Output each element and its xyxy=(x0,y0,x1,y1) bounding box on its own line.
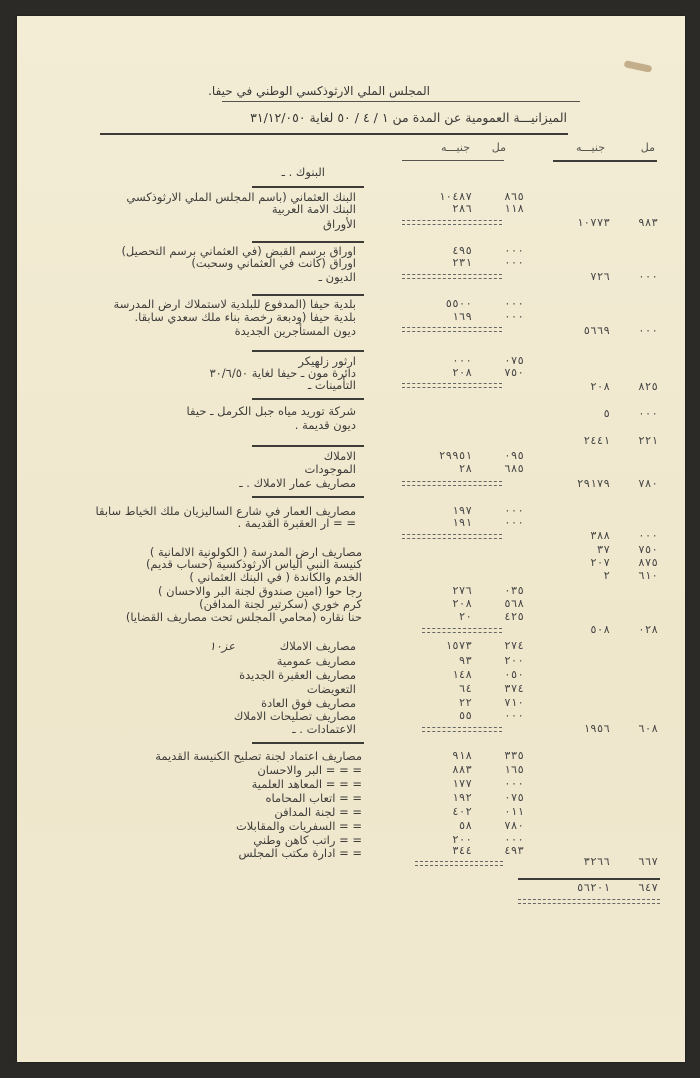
section-rule xyxy=(252,186,364,188)
line-label: = = ادارة مكتب المجلس xyxy=(238,846,362,860)
line-pounds: ١٩٧ xyxy=(452,504,472,517)
section-rule xyxy=(252,241,364,243)
line-mils: ٢٧٤ xyxy=(504,639,524,652)
line-mils: ٠٠٠ xyxy=(504,504,524,517)
outer-pound-header: جنيـــه xyxy=(575,141,605,154)
total-mils: ٠٠٠ xyxy=(638,324,658,337)
line-label: الاملاك xyxy=(323,449,356,463)
line-mils: ٠٠٠ xyxy=(504,516,524,529)
total-mils: ٦٠٨ xyxy=(638,722,658,735)
section-rule xyxy=(252,294,364,296)
section-heading: الأوراق xyxy=(323,217,356,231)
subtotal-rule xyxy=(422,628,502,633)
line-mils: ٧٥٠ xyxy=(504,366,524,379)
document-subtitle: الميزانيـــة العمومية عن المدة من ١ / ٤ / ٥٠ لغاية ٣١/١٢/٠٥٠ xyxy=(250,110,567,125)
line-label: مصاريف الاملاك xyxy=(279,639,356,653)
total-mils: ٠٠٠ xyxy=(638,270,658,283)
direct-mils: ٧٥٠ xyxy=(638,543,658,556)
total-pounds: ٢٩١٧٩ xyxy=(576,477,610,490)
line-label: = = السفريات والمقابلات xyxy=(235,819,362,833)
line-mils: ٠٥٠ xyxy=(504,668,524,681)
line-pounds: ٩٣ xyxy=(458,654,472,667)
total-mils: ٠٢٨ xyxy=(638,623,658,636)
direct-mils: ٨٧٥ xyxy=(638,556,658,569)
line-mils: ٠٠٠ xyxy=(504,709,524,722)
total-pounds: ٥٦٦٩ xyxy=(583,324,610,337)
line-mils: ٠٠٠ xyxy=(504,297,524,310)
line-pounds: ٤٠٢ xyxy=(452,805,472,818)
line-label: مصاريف اعتماد لجنة تصليح الكنيسة القديمة xyxy=(155,749,362,763)
document-title: المجلس الملي الارثوذكسي الوطني في حيفا. xyxy=(208,84,430,98)
line-label: بلدية حيفا (المدفوع للبلدية لاستملاك ارض المدرسة xyxy=(113,297,356,311)
line-pounds: ٢٨٦ xyxy=(452,202,472,215)
line-label: = = راتب كاهن وطني xyxy=(253,833,362,847)
line-pounds: ٢٠ xyxy=(458,610,472,623)
direct-pounds: ٢ xyxy=(603,569,610,582)
subtotal-rule xyxy=(402,534,502,539)
subtotal-rule xyxy=(402,274,502,279)
total-pounds: ٥٠٨ xyxy=(590,623,610,636)
grand-total-mils: ٦٤٧ xyxy=(638,881,658,894)
line-label: = = اتعاب المحاماه xyxy=(265,791,362,805)
section-heading: مصاريف عمار الاملاك . ـ xyxy=(239,476,356,490)
total-pounds: ٢٠٨ xyxy=(590,380,610,393)
line-label: الخدم والكاندة ( في البنك العثماني ) xyxy=(189,570,362,584)
total-mils: ٦٦٧ xyxy=(638,855,658,868)
line-mils: ٠٣٥ xyxy=(504,584,524,597)
subtotal-rule xyxy=(402,383,502,388)
line-mils: ٤٢٥ xyxy=(504,610,524,623)
subtitle-underline xyxy=(100,133,568,135)
line-mils: ٠٠٠ xyxy=(504,244,524,257)
line-label: البنك العثماني (باسم المجلس الملي الارثوذكسي xyxy=(126,190,356,204)
line-label: = = لجنة المدافن xyxy=(274,805,362,819)
line-mils: ٤٩٣ xyxy=(504,844,524,857)
line-pounds: ٢٧٦ xyxy=(452,584,472,597)
line-pounds: ٥٨ xyxy=(458,819,472,832)
line-mils: ٦٨٥ xyxy=(504,462,524,475)
paper-stain xyxy=(624,60,653,73)
grand-total-pounds: ٥٦٢٠١ xyxy=(576,881,610,894)
total-pounds: ٣٢٦٦ xyxy=(583,855,610,868)
section-heading: ديون المستأجرين الجديدة xyxy=(234,324,356,338)
line-mils: ٣٣٥ xyxy=(504,749,524,762)
line-pounds: ٦٤ xyxy=(458,682,472,695)
line-mils: ٥٦٨ xyxy=(504,597,524,610)
section-rule xyxy=(252,445,364,447)
line-label: شركة توريد مياه جبل الكرمل ـ حيفا xyxy=(186,404,356,418)
section-heading: البنوك . ـ xyxy=(281,165,325,179)
total-mils: ٠٠٠ xyxy=(638,529,658,542)
line-mils: ٣٧٤ xyxy=(504,682,524,695)
line-label: ارثور زلهيكر xyxy=(298,354,356,368)
direct-mils: ٦١٠ xyxy=(638,569,658,582)
subtotal-rule xyxy=(402,327,502,332)
total-mils: ٧٨٠ xyxy=(638,477,658,490)
line-label: الموجودات xyxy=(304,462,356,476)
line-pounds: ٥٥ xyxy=(458,709,472,722)
total-mils: ٨٢٥ xyxy=(638,380,658,393)
line-pounds: ٠٠٠ xyxy=(452,354,472,367)
outer-millim-header: مل xyxy=(640,141,655,154)
subtotal-rule xyxy=(402,220,502,225)
line-pounds: ٩١٨ xyxy=(452,749,472,762)
line-pounds: ٢٨ xyxy=(458,462,472,475)
line-mils: ٠٠٠ xyxy=(504,833,524,846)
line-label: بلدية حيفا (ودبعة رخصة بناء ملك سعدي سابقا. xyxy=(134,310,356,324)
total-pounds: ٥ xyxy=(603,407,610,420)
line-pounds: ٢٢ xyxy=(458,696,472,709)
section-heading: الديون ـ xyxy=(318,270,356,284)
line-label: مصاريف تصليحات الاملاك xyxy=(233,709,356,723)
line-pounds: ٢٣١ xyxy=(452,256,472,269)
line-label: اوراق (كانت في العثماني وسحبت) xyxy=(191,256,356,270)
line-label: رجا حوا (امين صندوق لجنة البر والاحسان ) xyxy=(157,584,362,598)
line-mils: ١١٨ xyxy=(504,202,524,215)
line-pounds: ١٥٧٣ xyxy=(445,639,472,652)
subtotal-rule xyxy=(415,861,503,866)
line-pounds: ٢٠٨ xyxy=(452,366,472,379)
line-mils: ١٦٥ xyxy=(504,763,524,776)
total-pounds: ٣٨٨ xyxy=(590,529,610,542)
line-label: مصاريف فوق العادة xyxy=(261,696,356,710)
section-rule xyxy=(252,496,364,498)
line-label: = = = المعاهد العلمية xyxy=(251,777,362,791)
line-label: كرم خوري (سكرتير لجنة المدافن) xyxy=(199,597,362,611)
line-pounds: ١٤٨ xyxy=(452,668,472,681)
total-pounds: ٢٤٤١ xyxy=(583,434,610,447)
grand-total-rule xyxy=(518,878,660,880)
line-label: حنا نقاره (محامي المجلس تحت مصاريف القضايا) xyxy=(125,610,362,624)
inner-header-rule xyxy=(402,160,504,161)
line-label: = = ار العقبرة القديمة . xyxy=(237,516,356,530)
line-mils: ٧١٠ xyxy=(504,696,524,709)
handwritten-note: عز١٠ xyxy=(209,639,235,653)
subtotal-rule xyxy=(422,727,502,732)
line-mils: ٠٧٥ xyxy=(504,791,524,804)
line-pounds: ١٩٢ xyxy=(452,791,472,804)
subtotal-rule xyxy=(402,481,502,486)
line-label: مصاريف العقبرة الجديدة xyxy=(239,668,356,682)
direct-pounds: ٣٧ xyxy=(596,543,610,556)
line-pounds: ٨٨٣ xyxy=(452,763,472,776)
outer-header-rule xyxy=(553,160,657,162)
line-pounds: ٣٤٤ xyxy=(452,844,472,857)
total-pounds: ١٩٥٦ xyxy=(583,722,610,735)
line-label: كنيسة النبي الياس الارثوذكسية (حساب قديم) xyxy=(145,557,362,571)
line-mils: ٠٧٥ xyxy=(504,354,524,367)
total-mils: ٩٨٣ xyxy=(638,216,658,229)
line-mils: ٠٠٠ xyxy=(504,777,524,790)
line-label: البنك الامة العربية xyxy=(271,202,356,216)
line-mils: ٠٩٥ xyxy=(504,449,524,462)
line-pounds: ١٩١ xyxy=(452,516,472,529)
inner-pound-header: جنيـــه xyxy=(440,141,470,154)
line-label: اوراق برسم القبض (في العثماني برسم التحصيل) xyxy=(121,244,356,258)
title-underline xyxy=(222,101,580,102)
total-pounds: ١٠٧٧٣ xyxy=(576,216,610,229)
section-rule xyxy=(252,350,364,352)
section-rule xyxy=(252,398,364,400)
inner-millim-header: مل xyxy=(491,141,506,154)
line-mils: ٢٠٠ xyxy=(504,654,524,667)
line-mils: ٠٠٠ xyxy=(504,310,524,323)
total-pounds: ٧٢٦ xyxy=(590,270,610,283)
section-rule xyxy=(252,742,364,744)
line-label: = = = البر والاحسان xyxy=(257,763,362,777)
line-label: دائرة مون ـ حيفا لغاية ٣٠/٦/٥٠ xyxy=(209,366,356,380)
line-mils: ٧٨٠ xyxy=(504,819,524,832)
line-pounds: ٤٩٥ xyxy=(452,244,472,257)
line-label: مصاريف ارض المدرسة ( الكولونية الالمانية ) xyxy=(149,545,362,559)
line-pounds: ٢٠٨ xyxy=(452,597,472,610)
grand-total-double-rule xyxy=(518,899,660,904)
section-heading: الاعتمادات . ـ xyxy=(292,722,356,736)
line-mils: ٨٦٥ xyxy=(504,190,524,203)
line-mils: ٠٠٠ xyxy=(504,256,524,269)
line-label: مصاريف عمومية xyxy=(276,654,356,668)
total-mils: ٠٠٠ xyxy=(638,407,658,420)
direct-pounds: ٢٠٧ xyxy=(590,556,610,569)
line-pounds: ١٦٩ xyxy=(452,310,472,323)
total-mils: ٢٢١ xyxy=(638,434,658,447)
line-pounds: ٥٥٠٠ xyxy=(445,297,472,310)
line-label: مصاريف العمار في شارع الساليزيان ملك الخياط سابقا xyxy=(95,504,356,518)
line-pounds: ١٠٤٨٧ xyxy=(438,190,472,203)
line-pounds: ٢٠٠ xyxy=(452,833,472,846)
line-mils: ٠١١ xyxy=(504,805,524,818)
section-heading: ديون قديمة . xyxy=(294,418,356,432)
line-label: التعويضات xyxy=(306,682,356,696)
section-heading: التأمينات ـ xyxy=(307,378,356,392)
line-pounds: ٢٩٩٥١ xyxy=(438,449,472,462)
line-pounds: ١٧٧ xyxy=(452,777,472,790)
